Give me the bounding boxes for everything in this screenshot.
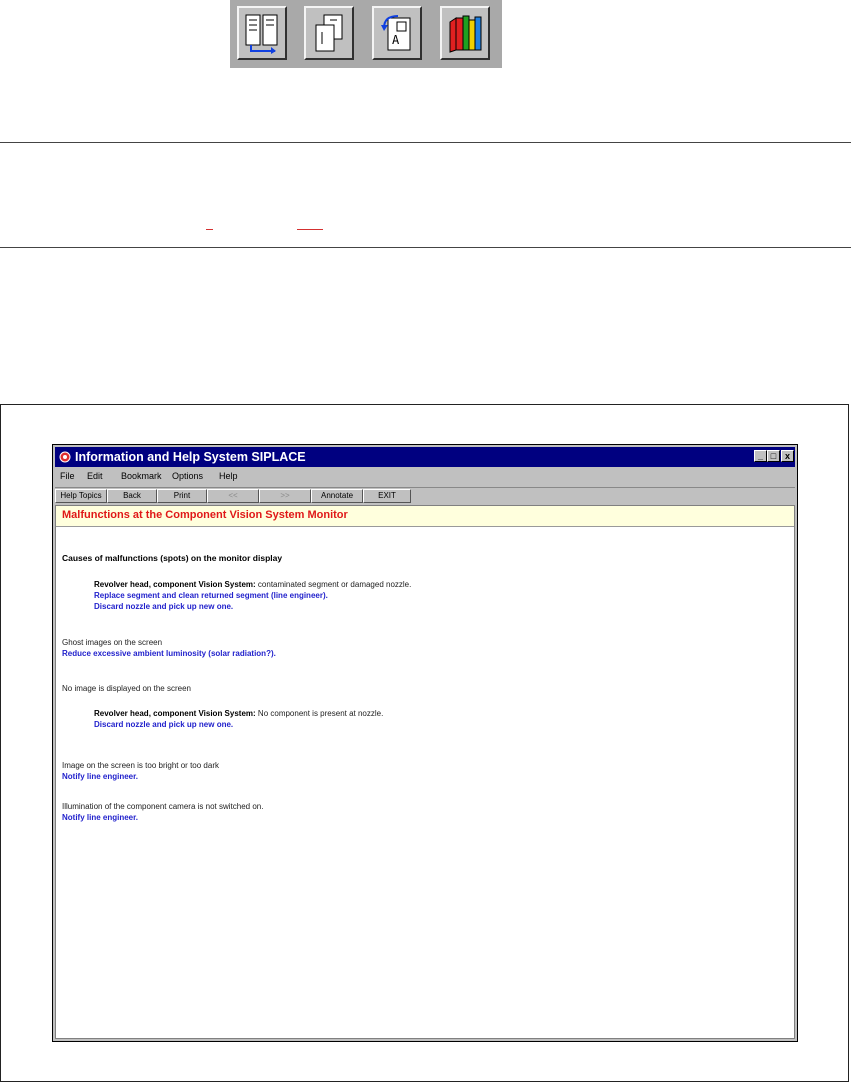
cause-line xyxy=(94,709,383,718)
topic-title: Malfunctions at the Component Vision System Monitor xyxy=(62,509,348,521)
close-button[interactable]: x xyxy=(781,450,794,462)
menu-file[interactable]: File xyxy=(60,471,75,481)
action-link[interactable]: Notify line engineer. xyxy=(62,772,139,781)
window-title: Information and Help System SIPLACE xyxy=(75,450,306,464)
symptom-text: Ghost images on the screen xyxy=(62,638,163,647)
browse-back-button[interactable]: << xyxy=(207,489,259,503)
menu-options[interactable]: Options xyxy=(172,471,204,481)
action-link[interactable]: Replace segment and clean returned segment (line engineer). xyxy=(94,591,328,600)
section-heading: Causes of malfunctions (spots) on the monitor display xyxy=(62,553,283,563)
cause-text: No component is present at nozzle. xyxy=(257,709,384,718)
button-bar xyxy=(55,487,795,504)
title-bar[interactable] xyxy=(55,447,795,467)
menu-edit[interactable]: Edit xyxy=(87,471,103,481)
app-icon xyxy=(59,451,71,463)
cause-line xyxy=(94,580,411,589)
exit-button[interactable]: EXIT xyxy=(363,489,411,503)
cause-label: Revolver head, component Vision System: xyxy=(94,580,256,589)
contents-icon[interactable] xyxy=(237,6,287,60)
bottom-divider xyxy=(0,247,851,248)
cause-text: contaminated segment or damaged nozzle. xyxy=(257,580,412,589)
symptom-text: Image on the screen is too bright or too dark xyxy=(62,761,219,770)
red-underline-mark xyxy=(206,229,213,230)
annotate-button[interactable]: Annotate xyxy=(311,489,363,503)
page-icon[interactable] xyxy=(304,6,354,60)
menu-help[interactable]: Help xyxy=(219,471,238,481)
menu-bookmark[interactable]: Bookmark xyxy=(121,471,162,481)
action-link[interactable]: Notify line engineer. xyxy=(62,813,139,822)
help-icon-toolbar xyxy=(230,0,502,68)
top-divider xyxy=(0,142,851,143)
cause-label: Revolver head, component Vision System: xyxy=(94,709,256,718)
back-button[interactable]: Back xyxy=(107,489,157,503)
topic-content xyxy=(55,505,795,1039)
help-topics-button[interactable]: Help Topics xyxy=(55,489,107,503)
books-icon[interactable] xyxy=(440,6,490,60)
search-page-icon[interactable] xyxy=(372,6,422,60)
red-underline-mark xyxy=(297,229,323,230)
action-link[interactable]: Discard nozzle and pick up new one. xyxy=(94,602,234,611)
menu-bar xyxy=(55,467,795,485)
action-link[interactable]: Discard nozzle and pick up new one. xyxy=(94,720,234,729)
maximize-button[interactable]: □ xyxy=(767,450,780,462)
symptom-text: Illumination of the component camera is not switched on. xyxy=(62,802,264,811)
topic-header xyxy=(56,506,794,527)
action-link[interactable]: Reduce excessive ambient luminosity (solar radiation?). xyxy=(62,649,276,658)
symptom-text: No image is displayed on the screen xyxy=(62,684,191,693)
svg-text:A: A xyxy=(392,33,400,47)
print-button[interactable]: Print xyxy=(157,489,207,503)
minimize-button[interactable]: _ xyxy=(754,450,767,462)
browse-forward-button[interactable]: >> xyxy=(259,489,311,503)
help-window xyxy=(52,444,798,1042)
